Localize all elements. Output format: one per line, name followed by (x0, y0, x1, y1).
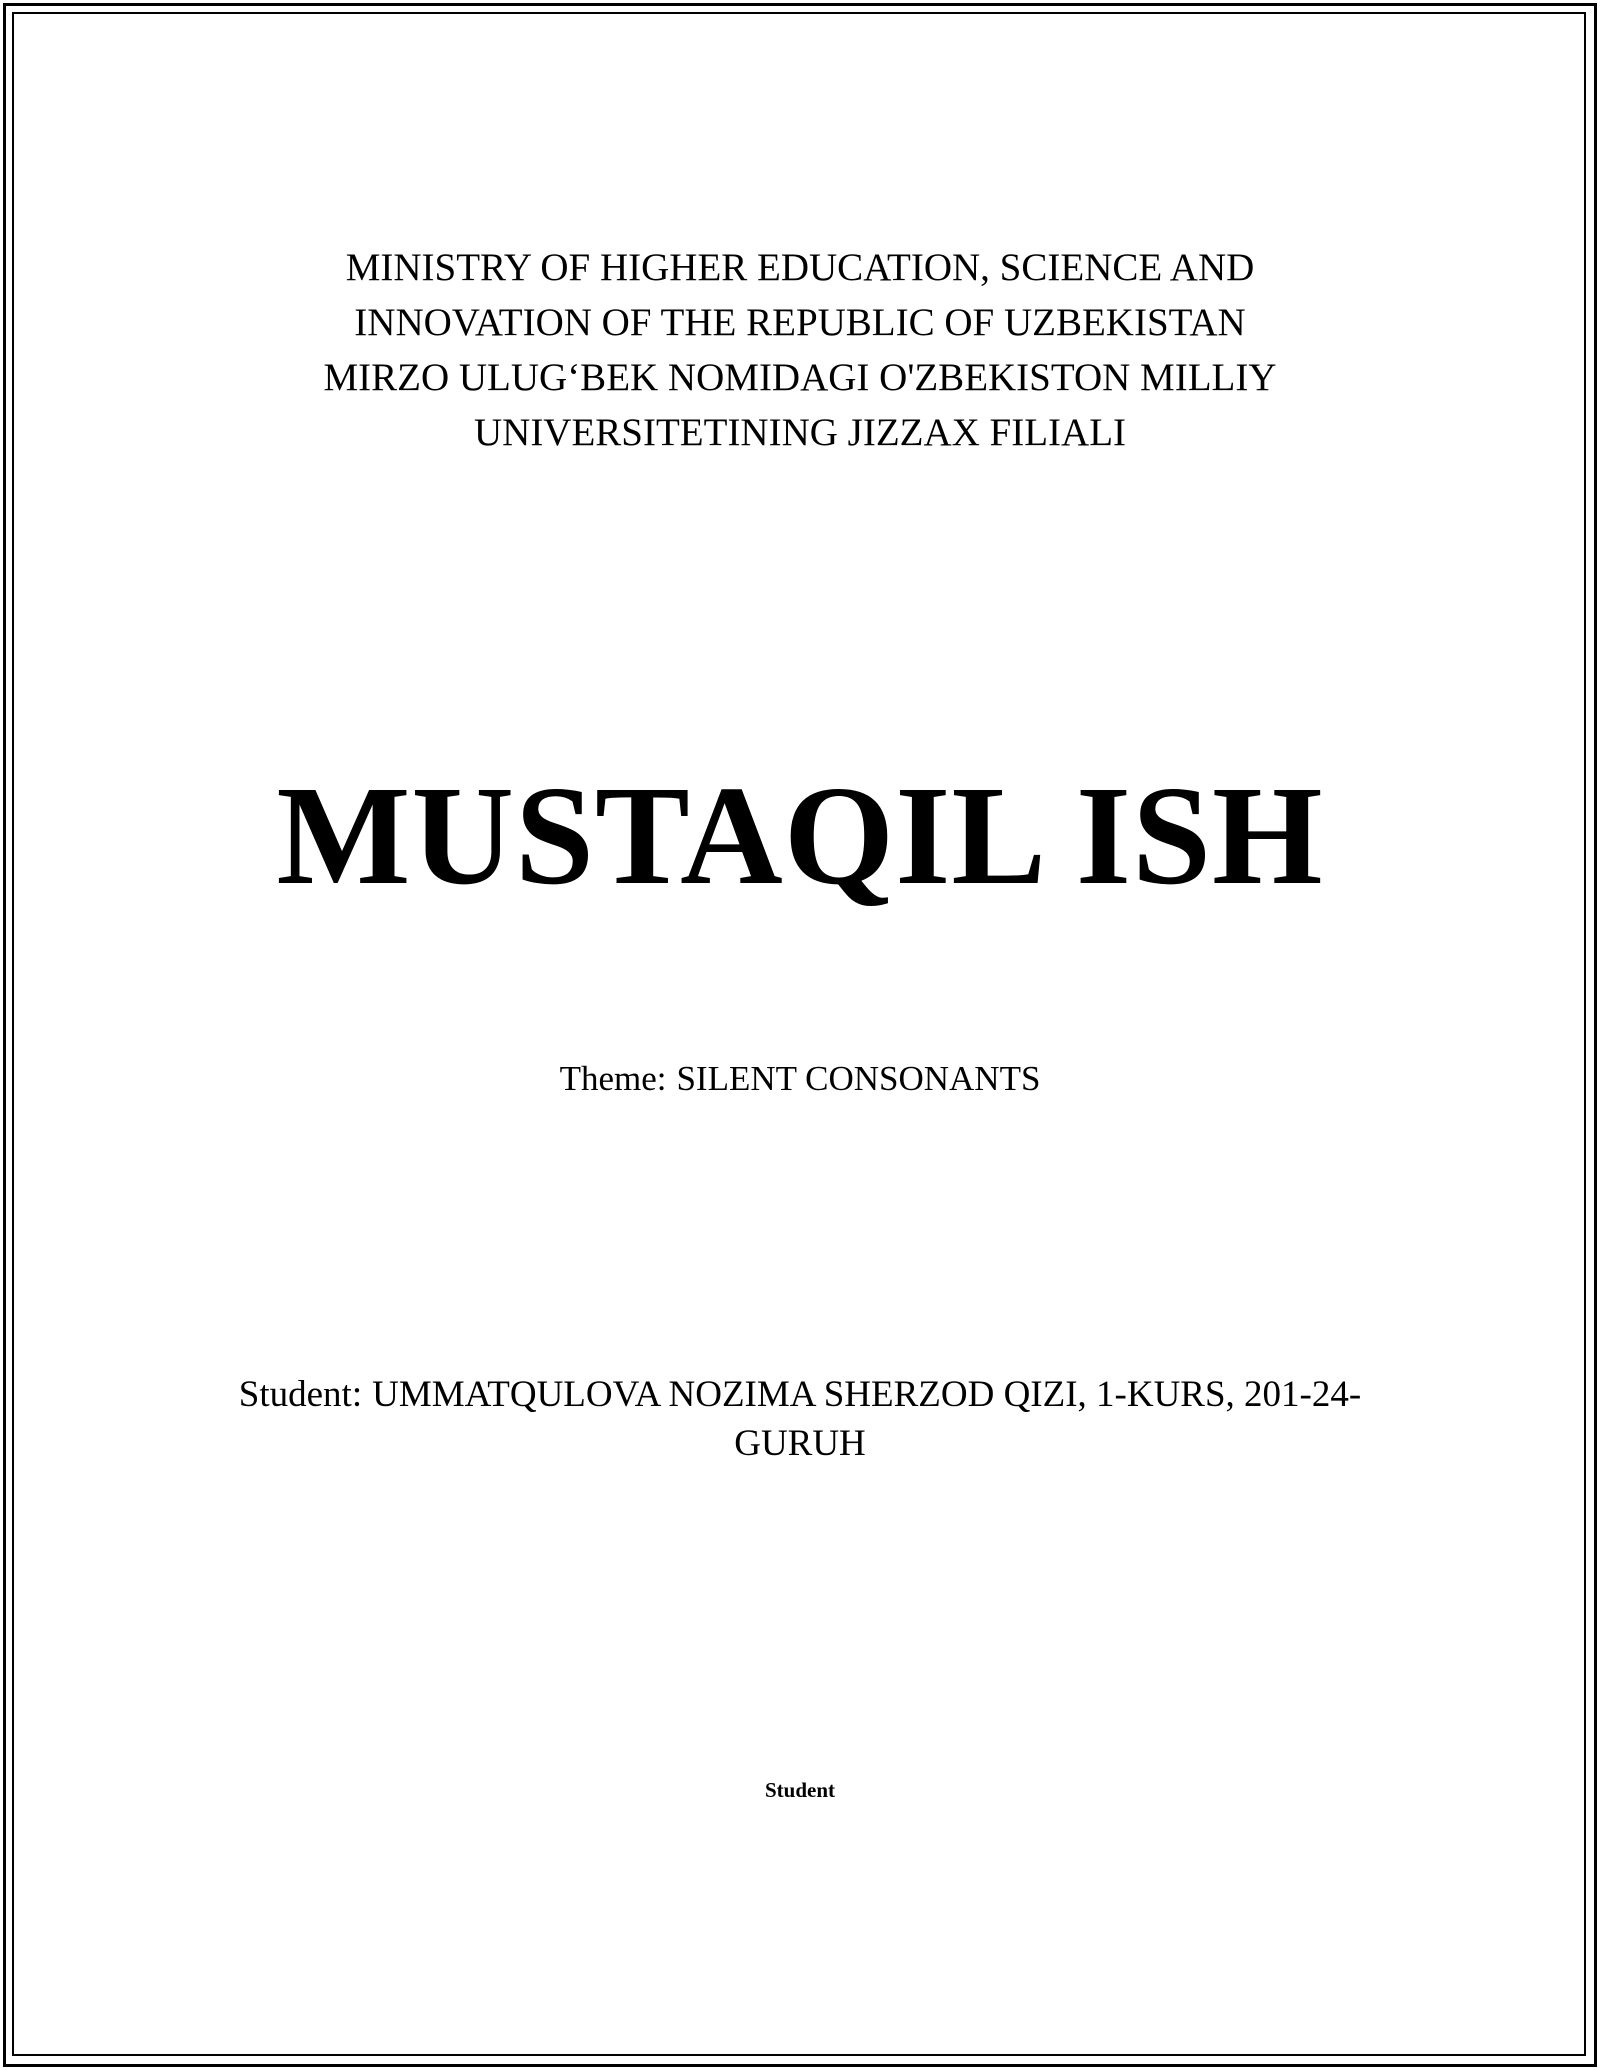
theme-label: Theme: (559, 1059, 667, 1098)
document-title: MUSTAQIL ISH (276, 756, 1324, 914)
header-line-4: UNIVERSITETINING JIZZAX FILIALI (473, 411, 1127, 454)
student-value: UMMATQULOVA NOZIMA SHERZOD QIZI, 1-KURS, 201-24-GURUH (372, 1374, 1362, 1464)
header-line-1: MINISTRY OF HIGHER EDUCATION, SCIENCE AND (345, 246, 1255, 289)
student-info (230, 1370, 1370, 1468)
header-line-3: MIRZO ULUG‘BEK NOMIDAGI O'ZBEKISTON MILLIY (323, 356, 1277, 399)
theme-value: SILENT CONSONANTS (676, 1059, 1041, 1098)
footer-student-label: Student (764, 1778, 836, 1802)
header-line-2: INNOVATION OF THE REPUBLIC OF UZBEKISTAN (354, 301, 1246, 344)
institution-header (0, 240, 1600, 460)
student-label: Student: (238, 1374, 363, 1415)
theme-line (0, 1055, 1600, 1103)
